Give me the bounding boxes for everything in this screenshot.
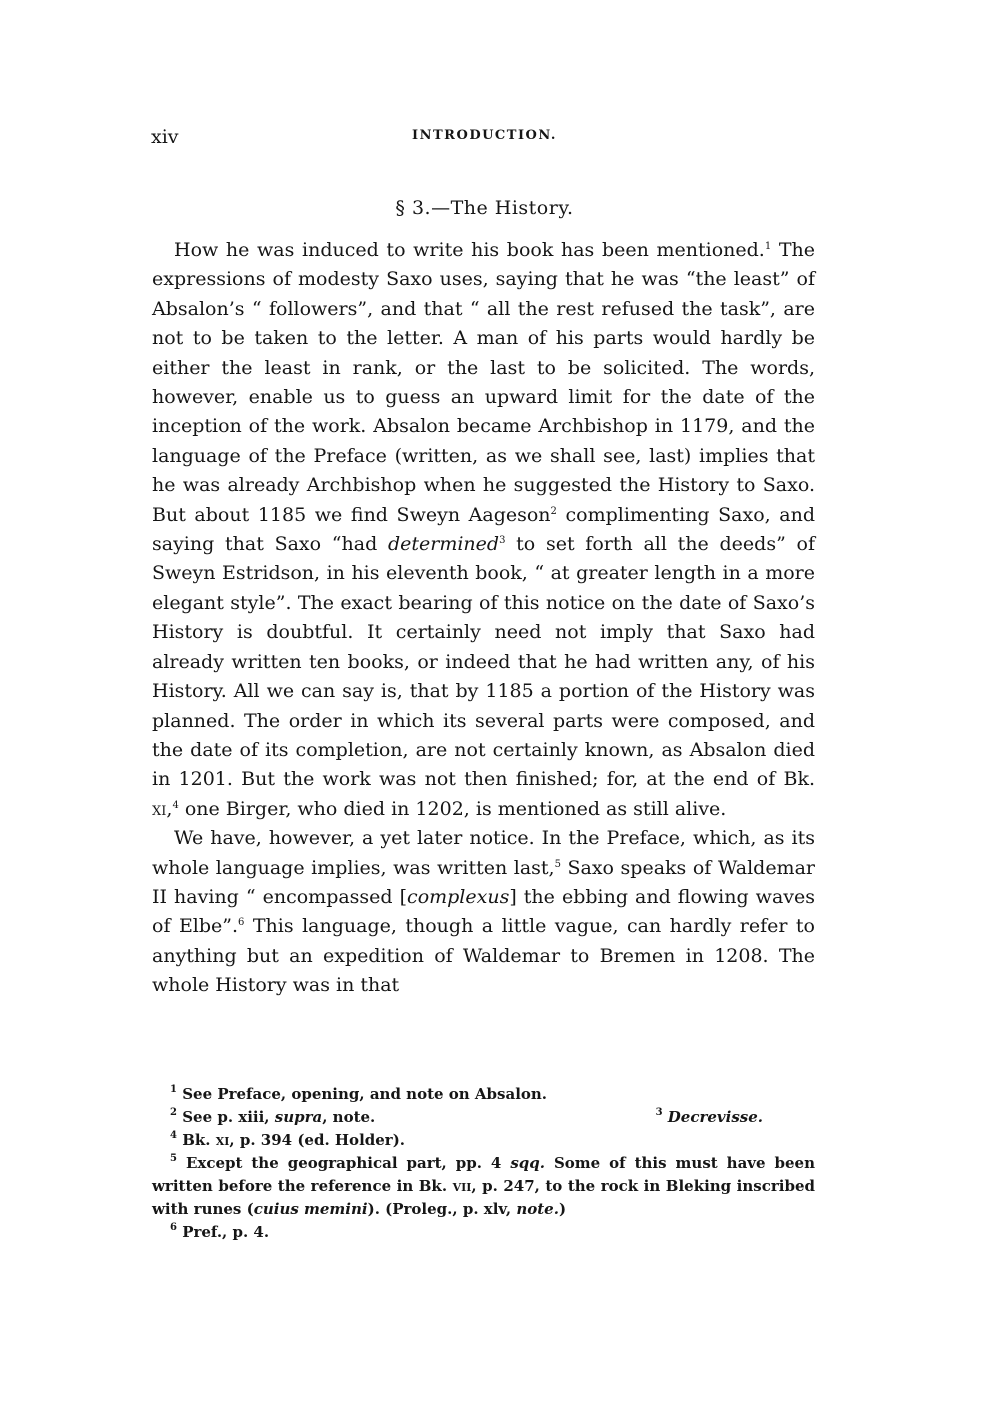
page-number: xiv [151, 126, 179, 148]
footnote-marker: 6 [238, 917, 245, 929]
footnote-marker: 2 [170, 1107, 177, 1118]
text-run: one Birger, who died in 1202, is mentioned as still alive. [178, 797, 727, 820]
footnote-marker: 1 [764, 241, 772, 252]
footnote [152, 1129, 815, 1152]
text-run: Except the geographical part, pp. 4 [176, 1154, 511, 1172]
small-caps-text: xi [215, 1131, 230, 1149]
text-run: Bk. [176, 1131, 216, 1149]
text-run: Some of this must have been written before the reference in Bk. [152, 1154, 815, 1195]
footnote-marker: 1 [170, 1084, 177, 1095]
italic-text: complexus [407, 885, 510, 908]
italic-text: cuius memini [253, 1200, 368, 1218]
footnote-marker: 5 [170, 1153, 177, 1164]
text-run: We have, however, a yet later notice. In the Preface, which, as its whole language implies, was written last, [152, 827, 815, 879]
text-run: Saxo speaks of Waldemar II having “ encompassed [ [152, 856, 815, 908]
footnote [152, 1152, 815, 1221]
text-run: ] the ebbing and flowing waves of Elbe”. [152, 885, 816, 938]
text-run: See Preface, opening, and note on Absalon. [176, 1085, 548, 1103]
text-run: , note. [322, 1108, 376, 1126]
text-run: This language, though a little vague, can hardly refer to anything but an expedition of Waldemar to Bremen in 1208. The whole History was in that [152, 915, 815, 997]
footnote-marker: 4 [172, 799, 179, 811]
text-run: , p. 394 (ed. Holder). [229, 1131, 406, 1149]
italic-text: note. [516, 1200, 559, 1218]
footnote [152, 1083, 815, 1106]
text-run: ) [558, 1200, 567, 1218]
footnote-marker: 5 [554, 858, 561, 870]
text-run: complimenting Saxo, and saying that Saxo “had [152, 503, 816, 556]
footnote-marker: 3 [499, 535, 506, 547]
footnote [152, 1221, 815, 1244]
text-run: , [166, 797, 173, 820]
small-caps-text: xi [152, 797, 167, 820]
text-run: The expressions of modesty Saxo uses, saying that he was “the least” of Absalon’s “ followers”, and that “ all the rest refused the task”, are not to be taken to the letter. A man of his parts would hardly be either the least in rank, or the last to be solicited. The words, however, enable us to guess an upward limit for the date of the inception of the work. Absalon became Archbishop in 1179, and the language of the Preface (written, as we shall see, last) implies that he was already Archbishop when he suggested the History to Saxo. But about 1185 we find Sweyn Aageson [152, 239, 816, 526]
footnote-marker: 3 [655, 1107, 663, 1118]
footnote [170, 1108, 375, 1126]
text-run: How he was induced to write his book has been mentioned. [174, 239, 765, 261]
text-run: See p. xiii, [176, 1108, 275, 1126]
footnote-marker: 2 [550, 505, 557, 517]
body-text [152, 236, 815, 1001]
footnote-row [152, 1106, 815, 1129]
footnote [638, 1106, 763, 1129]
footnote-marker: 4 [170, 1130, 177, 1141]
section-heading: § 3.—The History. [395, 197, 574, 219]
italic-text: supra [274, 1108, 323, 1126]
paragraph [152, 824, 815, 1000]
text-run: , p. 247, to the rock in Bleking inscribed with runes ( [152, 1177, 815, 1218]
italic-text: determined [387, 533, 500, 556]
italic-text: Decrevisse. [667, 1108, 763, 1126]
text-run: ). (Proleg., p. xlv, [367, 1200, 517, 1218]
footnotes [152, 1083, 815, 1244]
paragraph [152, 236, 815, 824]
footnote-marker: 6 [170, 1222, 177, 1233]
running-head [151, 126, 818, 150]
small-caps-text: vii [452, 1177, 472, 1195]
text-run: to set forth all the deeds” of Sweyn Estridson, in his eleventh book, “ at greater length in a more elegant style”. The exact bearing of this notice on the date of Saxo’s History is doubtful. It certainly need not imply that Saxo had already written ten books, or indeed that he had written any, of his History. All we can say is, that by 1185 a portion of the History was planned. The order in which its several parts were composed, and the date of its completion, are not certainly known, as Absalon died in 1201. But the work was not then finished; for, at the end of Bk. [152, 533, 815, 791]
running-title: INTRODUCTION. [412, 128, 557, 143]
text-run: Pref., p. 4. [176, 1223, 270, 1241]
italic-text: sqq. [510, 1154, 545, 1172]
